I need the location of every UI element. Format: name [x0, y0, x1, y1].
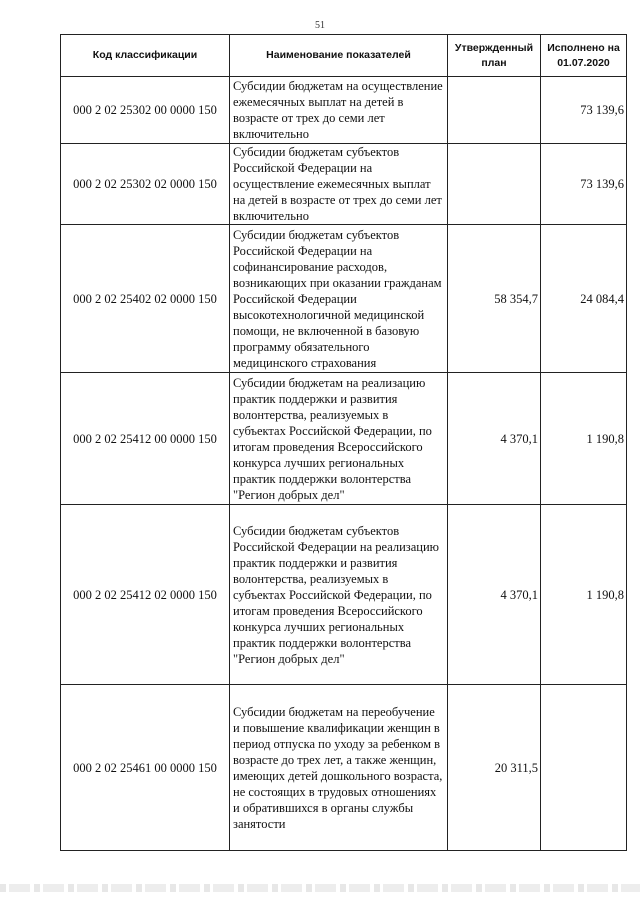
row-executed [541, 685, 627, 851]
row-code: 000 2 02 25412 00 0000 150 [61, 373, 230, 505]
row-name: Субсидии бюджетам на переобучение и повышение квалификации женщин в период отпуска по уходу за ребенком в возрасте до трех лет, а также женщин, имеющих детей дошкольного возраста, не состоящих в трудовых отношениях и обратившихся в органы службы занятости [230, 685, 448, 851]
row-plan: 4 370,1 [448, 505, 541, 685]
header-plan: Утвержденный план [448, 35, 541, 77]
row-name: Субсидии бюджетам субъектов Российской Федерации на софинансирование расходов, возникающих при оказании гражданам Российской Федерации высокотехнологичной медицинской помощи, не включенной в базовую программу обязательного медицинского страхования [230, 225, 448, 373]
row-plan [448, 144, 541, 225]
row-name: Субсидии бюджетам субъектов Российской Федерации на реализацию практик поддержки и развития волонтерства, реализуемых в субъектах Российской Федерации, по итогам проведения Всероссийского конкурса лучших региональных практик поддержки волонтерства "Регион добрых дел" [230, 505, 448, 685]
header-executed: Исполнено на 01.07.2020 [541, 35, 627, 77]
row-executed: 73 139,6 [541, 144, 627, 225]
table-row [61, 685, 627, 851]
row-executed: 73 139,6 [541, 77, 627, 144]
row-executed: 24 084,4 [541, 225, 627, 373]
table-row [61, 225, 627, 373]
table-row [61, 144, 627, 225]
row-code: 000 2 02 25302 02 0000 150 [61, 144, 230, 225]
row-plan [448, 77, 541, 144]
row-name: Субсидии бюджетам субъектов Российской Федерации на осуществление ежемесячных выплат на детей в возрасте от трех до семи лет включительно [230, 144, 448, 225]
row-code: 000 2 02 25302 00 0000 150 [61, 77, 230, 144]
row-plan: 20 311,5 [448, 685, 541, 851]
scan-artifact-strip [0, 884, 640, 892]
header-name: Наименование показателей [230, 35, 448, 77]
row-plan: 4 370,1 [448, 373, 541, 505]
row-name: Субсидии бюджетам на осуществление ежемесячных выплат на детей в возрасте от трех до семи лет включительно [230, 77, 448, 144]
table-row [61, 505, 627, 685]
table-header-row [61, 35, 627, 77]
row-plan: 58 354,7 [448, 225, 541, 373]
row-code: 000 2 02 25402 02 0000 150 [61, 225, 230, 373]
row-name: Субсидии бюджетам на реализацию практик поддержки и развития волонтерства, реализуемых в субъектах Российской Федерации, по итогам проведения Всероссийского конкурса лучших региональных практик поддержки волонтерства "Регион добрых дел" [230, 373, 448, 505]
row-executed: 1 190,8 [541, 373, 627, 505]
page-number: 51 [315, 20, 325, 31]
row-code: 000 2 02 25412 02 0000 150 [61, 505, 230, 685]
table-row [61, 373, 627, 505]
row-code: 000 2 02 25461 00 0000 150 [61, 685, 230, 851]
header-code: Код классификации [61, 35, 230, 77]
table-row [61, 77, 627, 144]
budget-table [60, 34, 627, 851]
row-executed: 1 190,8 [541, 505, 627, 685]
